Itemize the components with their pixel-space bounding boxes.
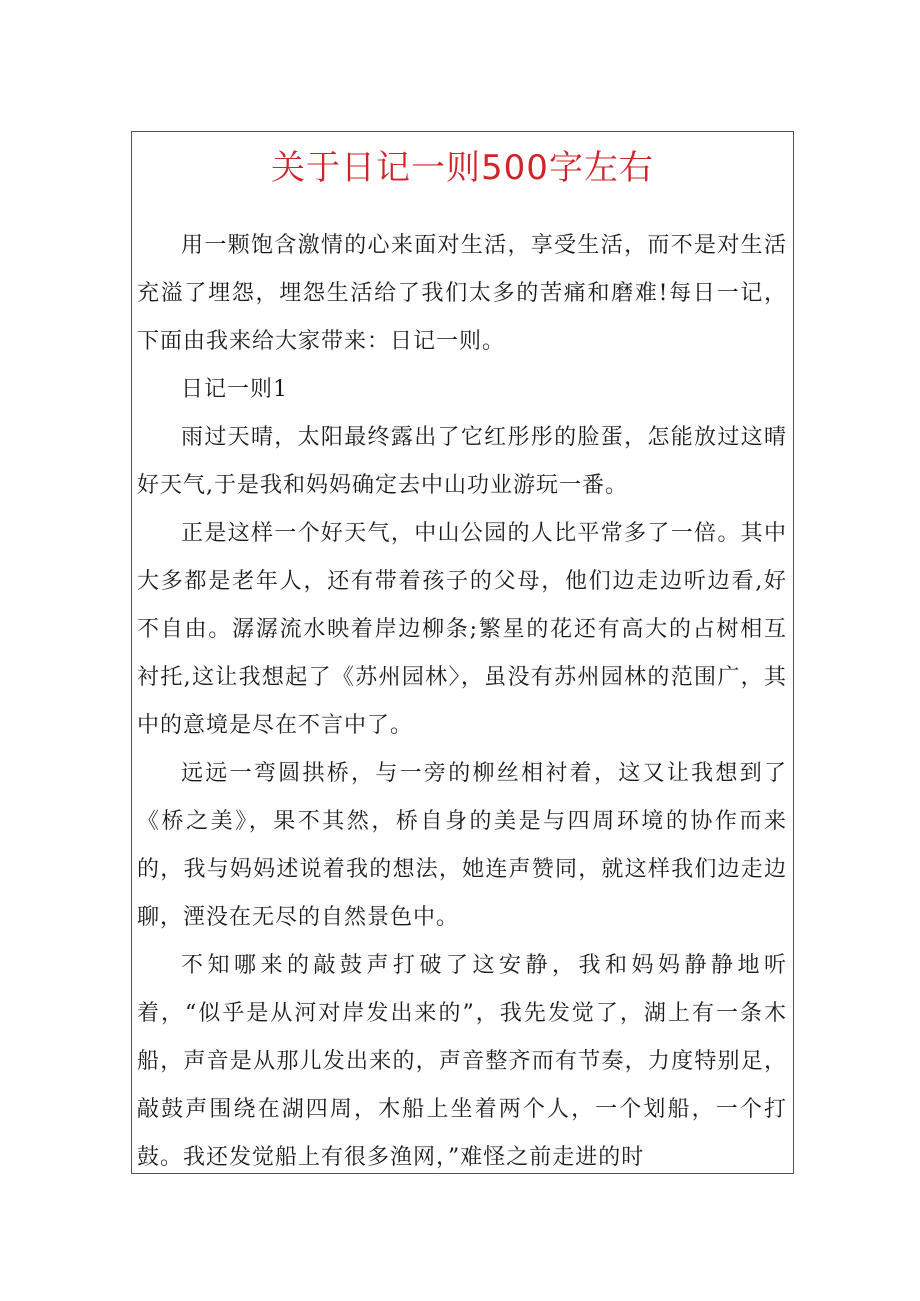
intro-paragraph: 用一颗饱含激情的心来面对生活，享受生活，而不是对生活充溢了埋怨，埋怨生活给了我们太多的苦痛和磨难!每日一记，下面由我来给大家带来：日记一则。: [137, 233, 787, 354]
document-title: 关于日记一则500字左右: [271, 148, 654, 188]
body-paragraph: 远远一弯圆拱桥，与一旁的柳丝相衬着，这又让我想到了《桥之美》，果不其然，桥自身的美是与四周环境的协作而来的，我与妈妈述说着我的想法，她连声赞同，就这样我们边走边聊，湮没在无尽的自然景色中。: [137, 761, 787, 930]
body-paragraph: 正是这样一个好天气，中山公园的人比平常多了一倍。其中大多都是老年人，还有带着孩子的父母，他们边走边听边看,好不自由。潺潺流水映着岸边柳条;繁星的花还有高大的占树相互衬托,这让我想起了《苏州园林〉，虽没有苏州园林的范围广，其中的意境是尽在不言中了。: [137, 521, 787, 738]
document-body: [132, 222, 793, 1174]
body-paragraph: 雨过天晴，太阳最终露出了它红彤彤的脸蛋，怎能放过这晴好天气,于是我和妈妈确定去中山功业游玩一番。: [137, 425, 787, 498]
body-paragraph: 不知哪来的敲鼓声打破了这安静，我和妈妈静静地听着，“似乎是从河对岸发出来的”，我先发觉了，湖上有一条木船，声音是从那儿发出来的，声音整齐而有节奏，力度特别足，敲鼓声围绕在湖四周，木船上坐着两个人，一个划船，一个打鼓。我还发觉船上有很多渔网，”难怪之前走进的时: [137, 953, 787, 1170]
document-page: [131, 131, 794, 1174]
section-heading: 日记一则1: [181, 377, 288, 402]
